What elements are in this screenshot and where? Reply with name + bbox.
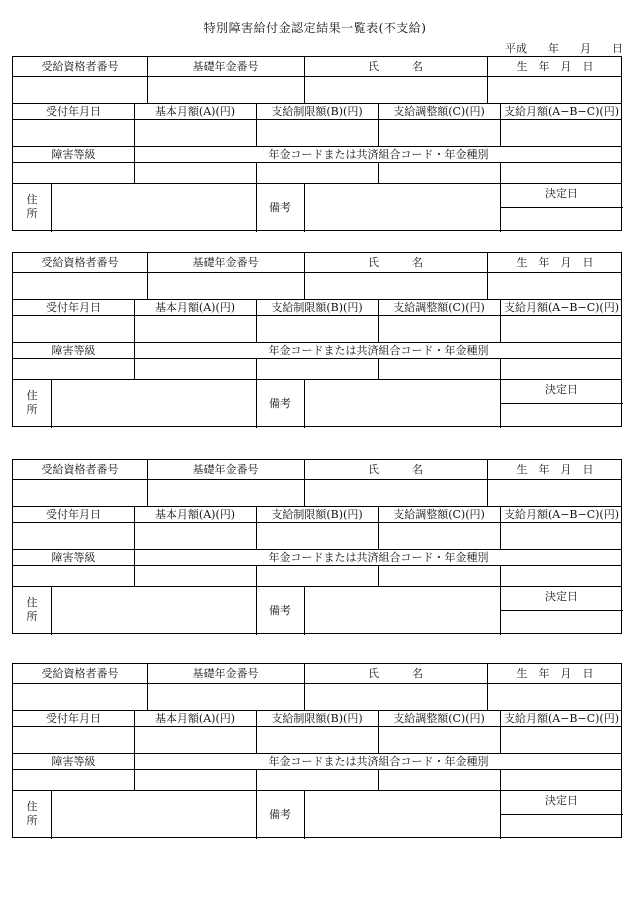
certification-form-1 <box>12 56 622 231</box>
basic-monthly-amount-label: 基本月額(A)(円) <box>154 301 236 314</box>
basic-pension-number-field[interactable] <box>147 479 304 506</box>
address-label-char-2: 所 <box>26 610 38 623</box>
birth-date-field[interactable] <box>487 479 623 506</box>
pension-code-field-3[interactable] <box>378 769 500 790</box>
address-label <box>13 596 51 624</box>
pension-code-label: 年金コードまたは共済組合コード・年金種別 <box>268 148 489 161</box>
decision-date-label: 決定日 <box>545 383 578 396</box>
address-label-char-1: 住 <box>26 596 38 609</box>
reception-date-label: 受付年月日 <box>46 105 101 118</box>
address-field[interactable] <box>51 183 256 232</box>
disability-grade-field[interactable] <box>13 769 134 790</box>
birth-date-label: 生 年 月 日 <box>516 463 594 476</box>
decision-date-field[interactable] <box>500 207 623 232</box>
document-title: 特別障害給付金認定結果一覧表(不支給) <box>203 21 427 35</box>
name-field[interactable] <box>304 76 487 103</box>
reception-date-label: 受付年月日 <box>46 712 101 725</box>
qualification-number-label: 受給資格者番号 <box>41 60 119 73</box>
pension-code-field-1[interactable] <box>134 162 256 183</box>
reception-date-label: 受付年月日 <box>46 508 101 521</box>
pension-code-field-1[interactable] <box>134 769 256 790</box>
birth-date-label: 生 年 月 日 <box>516 667 594 680</box>
reception-date-label: 受付年月日 <box>46 301 101 314</box>
payment-limit-amount-field[interactable] <box>256 726 378 753</box>
address-label-char-2: 所 <box>26 207 38 220</box>
pension-code-field-2[interactable] <box>256 565 378 586</box>
qualification-number-label: 受給資格者番号 <box>41 256 119 269</box>
qualification-number-field[interactable] <box>13 683 147 710</box>
pension-code-field-2[interactable] <box>256 358 378 379</box>
basic-monthly-amount-label: 基本月額(A)(円) <box>154 508 236 521</box>
address-label-char-1: 住 <box>26 389 38 402</box>
document-date <box>505 40 623 56</box>
reception-date-field[interactable] <box>13 119 134 146</box>
decision-date-label: 決定日 <box>545 590 578 603</box>
reception-date-field[interactable] <box>13 315 134 342</box>
pension-code-field-3[interactable] <box>378 162 500 183</box>
qualification-number-label: 受給資格者番号 <box>41 463 119 476</box>
remarks-field[interactable] <box>304 183 500 232</box>
payment-monthly-amount-label: 支給月額(A−B−C)(円) <box>503 508 620 521</box>
payment-adjustment-amount-field[interactable] <box>378 119 500 146</box>
basic-monthly-amount-field[interactable] <box>134 315 256 342</box>
name-field[interactable] <box>304 683 487 710</box>
certification-form-2 <box>12 252 622 427</box>
pension-code-label: 年金コードまたは共済組合コード・年金種別 <box>268 551 489 564</box>
basic-pension-number-label: 基礎年金番号 <box>192 463 259 476</box>
birth-date-label: 生 年 月 日 <box>516 256 594 269</box>
name-label: 氏 名 <box>368 256 423 269</box>
payment-limit-amount-field[interactable] <box>256 119 378 146</box>
basic-monthly-amount-label: 基本月額(A)(円) <box>154 105 236 118</box>
basic-monthly-amount-field[interactable] <box>134 726 256 753</box>
payment-limit-amount-label: 支給制限額(B)(円) <box>271 301 363 314</box>
remarks-label: 備考 <box>269 397 291 410</box>
basic-monthly-amount-field[interactable] <box>134 119 256 146</box>
payment-adjustment-amount-label: 支給調整額(C)(円) <box>393 508 485 521</box>
address-label <box>13 800 51 828</box>
birth-date-field[interactable] <box>487 76 623 103</box>
address-field[interactable] <box>51 379 256 428</box>
address-label-char-2: 所 <box>26 403 38 416</box>
payment-monthly-amount-field[interactable] <box>500 119 623 146</box>
name-field[interactable] <box>304 272 487 299</box>
disability-grade-label: 障害等級 <box>51 344 96 357</box>
address-field[interactable] <box>51 586 256 635</box>
remarks-label: 備考 <box>269 604 291 617</box>
qualification-number-field[interactable] <box>13 479 147 506</box>
certification-form-4 <box>12 663 622 838</box>
name-label: 氏 名 <box>368 667 423 680</box>
remarks-field[interactable] <box>304 586 500 635</box>
payment-adjustment-amount-field[interactable] <box>378 522 500 549</box>
birth-date-field[interactable] <box>487 683 623 710</box>
pension-code-field-2[interactable] <box>256 162 378 183</box>
qualification-number-label: 受給資格者番号 <box>41 667 119 680</box>
payment-monthly-amount-field[interactable] <box>500 522 623 549</box>
disability-grade-label: 障害等級 <box>51 551 96 564</box>
decision-date-label: 決定日 <box>545 794 578 807</box>
name-label: 氏 名 <box>368 60 423 73</box>
pension-code-field-3[interactable] <box>378 565 500 586</box>
pension-code-field-3[interactable] <box>378 358 500 379</box>
remarks-label: 備考 <box>269 808 291 821</box>
basic-monthly-amount-field[interactable] <box>134 522 256 549</box>
basic-pension-number-label: 基礎年金番号 <box>192 667 259 680</box>
name-field[interactable] <box>304 479 487 506</box>
basic-pension-number-label: 基礎年金番号 <box>192 60 259 73</box>
payment-adjustment-amount-field[interactable] <box>378 315 500 342</box>
payment-adjustment-amount-label: 支給調整額(C)(円) <box>393 105 485 118</box>
payment-monthly-amount-label: 支給月額(A−B−C)(円) <box>503 105 620 118</box>
pension-code-label: 年金コードまたは共済組合コード・年金種別 <box>268 344 489 357</box>
payment-limit-amount-label: 支給制限額(B)(円) <box>271 712 363 725</box>
decision-date-field[interactable] <box>500 610 623 635</box>
basic-pension-number-label: 基礎年金番号 <box>192 256 259 269</box>
payment-monthly-amount-field[interactable] <box>500 315 623 342</box>
remarks-field[interactable] <box>304 790 500 839</box>
address-label-char-1: 住 <box>26 193 38 206</box>
pension-code-field-4[interactable] <box>500 162 623 183</box>
payment-limit-amount-field[interactable] <box>256 522 378 549</box>
remarks-field[interactable] <box>304 379 500 428</box>
decision-date-label: 決定日 <box>545 187 578 200</box>
payment-limit-amount-label: 支給制限額(B)(円) <box>271 508 363 521</box>
decision-date-field[interactable] <box>500 814 623 839</box>
pension-code-field-4[interactable] <box>500 769 623 790</box>
disability-grade-field[interactable] <box>13 162 134 183</box>
pension-code-field-1[interactable] <box>134 565 256 586</box>
basic-pension-number-field[interactable] <box>147 683 304 710</box>
payment-adjustment-amount-field[interactable] <box>378 726 500 753</box>
birth-date-label: 生 年 月 日 <box>516 60 594 73</box>
decision-date-field[interactable] <box>500 403 623 428</box>
disability-grade-field[interactable] <box>13 565 134 586</box>
payment-monthly-amount-field[interactable] <box>500 726 623 753</box>
remarks-label: 備考 <box>269 201 291 214</box>
date-year: 年 <box>548 42 559 55</box>
date-era: 平成 <box>505 42 527 55</box>
pension-code-field-2[interactable] <box>256 769 378 790</box>
payment-adjustment-amount-label: 支給調整額(C)(円) <box>393 301 485 314</box>
pension-code-label: 年金コードまたは共済組合コード・年金種別 <box>268 755 489 768</box>
date-month: 月 <box>580 42 591 55</box>
address-label-char-2: 所 <box>26 814 38 827</box>
certification-form-3 <box>12 459 622 634</box>
payment-limit-amount-field[interactable] <box>256 315 378 342</box>
address-label <box>13 193 51 221</box>
pension-code-field-1[interactable] <box>134 358 256 379</box>
disability-grade-label: 障害等級 <box>51 148 96 161</box>
qualification-number-field[interactable] <box>13 76 147 103</box>
basic-pension-number-field[interactable] <box>147 76 304 103</box>
payment-adjustment-amount-label: 支給調整額(C)(円) <box>393 712 485 725</box>
address-label <box>13 389 51 417</box>
birth-date-field[interactable] <box>487 272 623 299</box>
payment-limit-amount-label: 支給制限額(B)(円) <box>271 105 363 118</box>
reception-date-field[interactable] <box>13 522 134 549</box>
disability-grade-field[interactable] <box>13 358 134 379</box>
reception-date-field[interactable] <box>13 726 134 753</box>
address-label-char-1: 住 <box>26 800 38 813</box>
payment-monthly-amount-label: 支給月額(A−B−C)(円) <box>503 712 620 725</box>
pension-code-field-4[interactable] <box>500 565 623 586</box>
basic-monthly-amount-label: 基本月額(A)(円) <box>154 712 236 725</box>
qualification-number-field[interactable] <box>13 272 147 299</box>
date-day: 日 <box>612 42 623 55</box>
name-label: 氏 名 <box>368 463 423 476</box>
disability-grade-label: 障害等級 <box>51 755 96 768</box>
payment-monthly-amount-label: 支給月額(A−B−C)(円) <box>503 301 620 314</box>
pension-code-field-4[interactable] <box>500 358 623 379</box>
address-field[interactable] <box>51 790 256 839</box>
basic-pension-number-field[interactable] <box>147 272 304 299</box>
